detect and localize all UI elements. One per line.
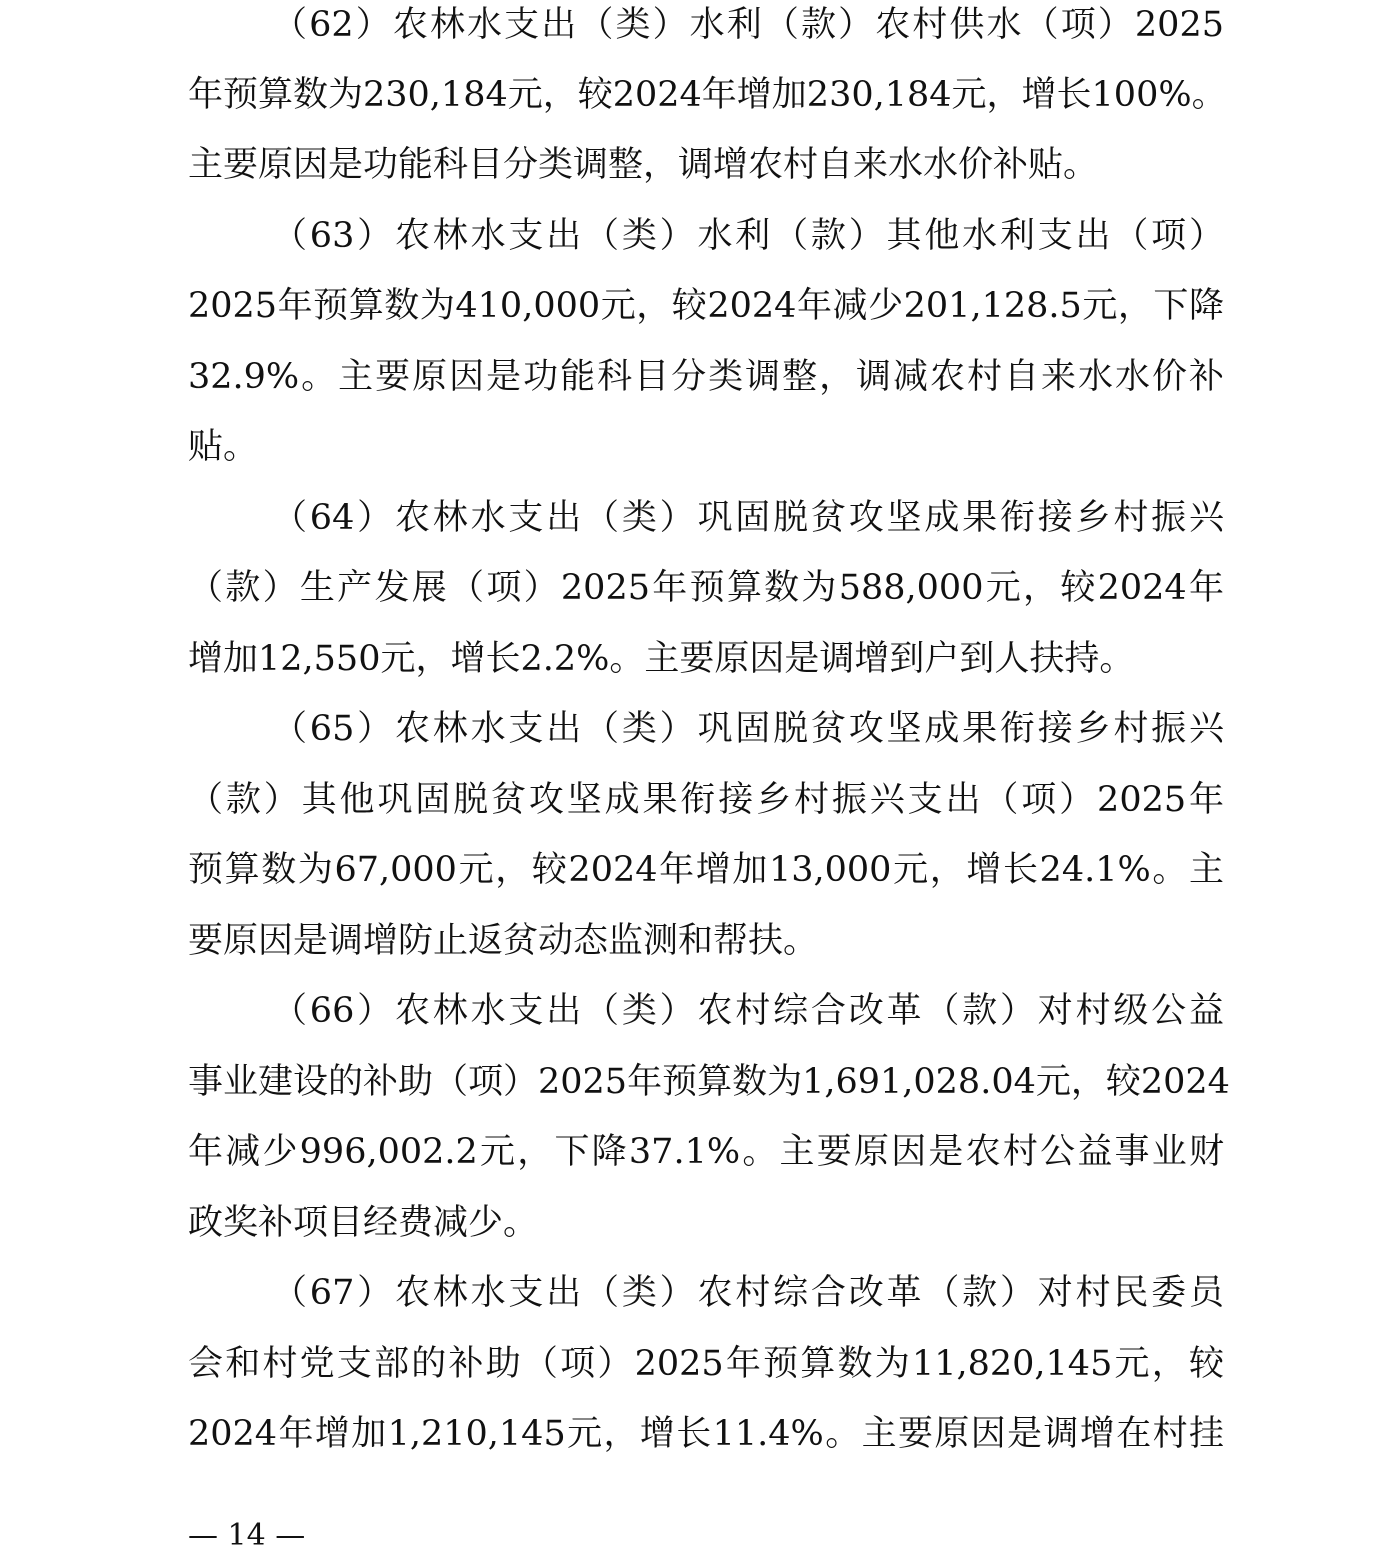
paragraph-66-line-3: 年减少996,002.2元，下降37.1%。主要原因是农村公益事业财 bbox=[188, 1132, 1224, 1172]
paragraph-63-line-3: 32.9%。主要原因是功能科目分类调整，调减农村自来水水价补 bbox=[188, 357, 1224, 397]
paragraph-64-line-2: （款）生产发展（项）2025年预算数为588,000元，较2024年 bbox=[188, 568, 1224, 608]
paragraph-66-line-1: （66）农林水支出（类）农村综合改革（款）对村级公益 bbox=[272, 991, 1224, 1031]
paragraph-67-line-3: 2024年增加1,210,145元，增长11.4%。主要原因是调增在村挂 bbox=[188, 1414, 1224, 1454]
paragraph-66-line-2: 事业建设的补助（项）2025年预算数为1,691,028.04元，较2024 bbox=[188, 1062, 1230, 1102]
paragraph-64-line-1: （64）农林水支出（类）巩固脱贫攻坚成果衔接乡村振兴 bbox=[272, 498, 1224, 538]
paragraph-62-line-1: （62）农林水支出（类）水利（款）农村供水（项）2025 bbox=[272, 5, 1224, 45]
paragraph-66-line-4: 政奖补项目经费减少。 bbox=[188, 1203, 539, 1243]
paragraph-63-line-4: 贴。 bbox=[188, 427, 259, 467]
paragraph-65-line-2: （款）其他巩固脱贫攻坚成果衔接乡村振兴支出（项）2025年 bbox=[188, 780, 1224, 820]
paragraph-65-line-4: 要原因是调增防止返贫动态监测和帮扶。 bbox=[188, 921, 819, 961]
paragraph-64-line-3: 增加12,550元，增长2.2%。主要原因是调增到户到人扶持。 bbox=[188, 639, 1135, 679]
paragraph-63-line-1: （63）农林水支出（类）水利（款）其他水利支出（项） bbox=[272, 216, 1224, 256]
paragraph-67-line-1: （67）农林水支出（类）农村综合改革（款）对村民委员 bbox=[272, 1273, 1224, 1313]
paragraph-65-line-1: （65）农林水支出（类）巩固脱贫攻坚成果衔接乡村振兴 bbox=[272, 709, 1224, 749]
paragraph-67-line-2: 会和村党支部的补助（项）2025年预算数为11,820,145元，较 bbox=[188, 1344, 1224, 1384]
page-number: — 14 — bbox=[188, 1518, 306, 1553]
paragraph-63-line-2: 2025年预算数为410,000元，较2024年减少201,128.5元，下降 bbox=[188, 286, 1224, 326]
paragraph-62-line-2: 年预算数为230,184元，较2024年增加230,184元，增长100%。 bbox=[188, 75, 1227, 115]
paragraph-62-line-3: 主要原因是功能科目分类调整，调增农村自来水水价补贴。 bbox=[188, 145, 1099, 185]
paragraph-65-line-3: 预算数为67,000元，较2024年增加13,000元，增长24.1%。主 bbox=[188, 850, 1224, 890]
